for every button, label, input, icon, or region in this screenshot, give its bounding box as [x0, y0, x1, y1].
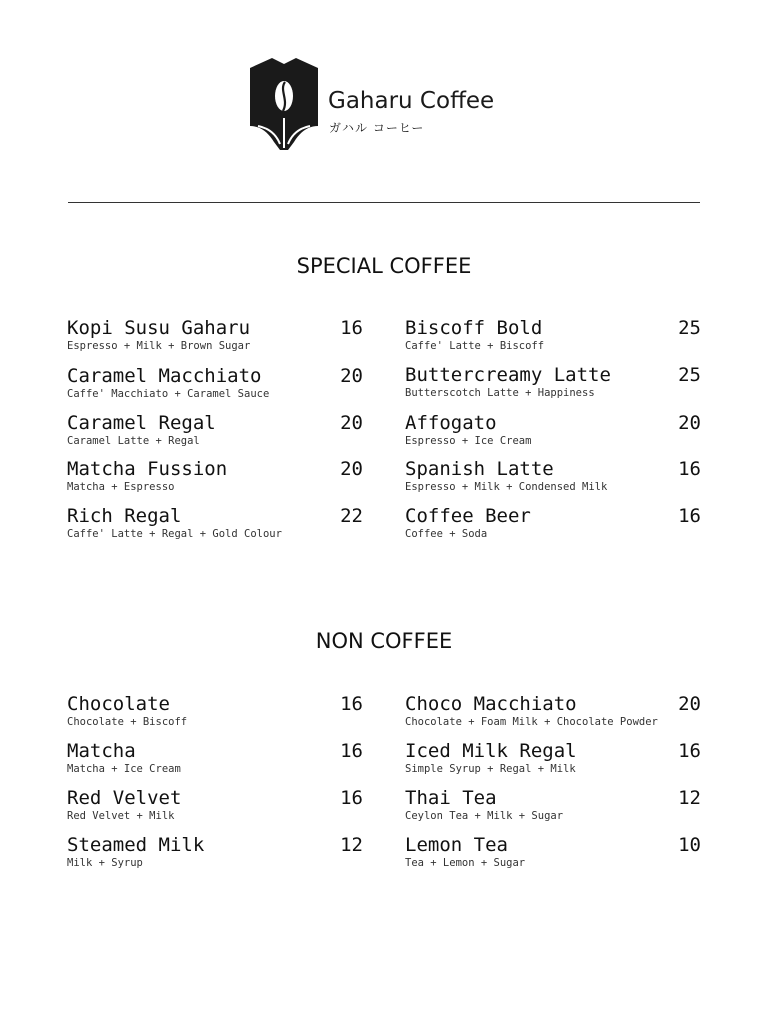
item-description: Coffee + Soda — [405, 528, 488, 540]
item-description: Chocolate + Biscoff — [67, 716, 188, 728]
item-price: 22 — [340, 505, 363, 527]
item-name: Rich Regal — [67, 505, 182, 527]
item-name: Biscoff Bold — [405, 317, 543, 339]
item-name: Kopi Susu Gaharu — [67, 317, 251, 339]
item-price: 16 — [678, 458, 701, 480]
item-description: Matcha + Espresso — [67, 481, 175, 493]
item-description: Caffe' Latte + Regal + Gold Colour — [67, 528, 282, 540]
brand-subtitle: ガハル コーヒー — [329, 121, 425, 135]
item-name: Coffee Beer — [405, 505, 531, 527]
item-name: Matcha Fussion — [67, 458, 228, 480]
item-name: Chocolate — [67, 693, 170, 715]
item-name: Caramel Macchiato — [67, 365, 262, 387]
item-description: Milk + Syrup — [67, 857, 143, 869]
item-description: Caramel Latte + Regal — [67, 435, 200, 447]
menu-item — [405, 693, 701, 733]
item-description: Tea + Lemon + Sugar — [405, 857, 526, 869]
section-title-special-coffee: SPECIAL COFFEE — [296, 254, 472, 278]
item-price: 20 — [678, 412, 701, 434]
menu-item — [67, 412, 363, 452]
item-price: 25 — [678, 364, 701, 386]
item-price: 16 — [678, 740, 701, 762]
item-description: Caffe' Macchiato + Caramel Sauce — [67, 388, 270, 400]
item-name: Steamed Milk — [67, 834, 205, 856]
menu-item — [405, 505, 701, 545]
menu-item — [405, 834, 701, 874]
menu-item — [405, 364, 701, 404]
item-price: 12 — [678, 787, 701, 809]
item-name: Choco Macchiato — [405, 693, 577, 715]
item-description: Caffe' Latte + Biscoff — [405, 340, 545, 352]
item-name: Red Velvet — [67, 787, 182, 809]
item-name: Iced Milk Regal — [405, 740, 577, 762]
item-price: 16 — [678, 505, 701, 527]
item-price: 20 — [678, 693, 701, 715]
menu-item — [67, 693, 363, 733]
item-name: Thai Tea — [405, 787, 497, 809]
item-name: Spanish Latte — [405, 458, 554, 480]
item-description: Ceylon Tea + Milk + Sugar — [405, 810, 564, 822]
menu-item — [67, 740, 363, 780]
item-name: Affogato — [405, 412, 497, 434]
item-price: 20 — [340, 458, 363, 480]
item-price: 16 — [340, 317, 363, 339]
item-description: Red Velvet + Milk — [67, 810, 175, 822]
menu-item — [67, 317, 363, 357]
brand-name: Gaharu Coffee — [328, 88, 495, 114]
item-description: Espresso + Milk + Brown Sugar — [67, 340, 251, 352]
coffee-bean-roots-icon — [248, 56, 320, 150]
item-description: Simple Syrup + Regal + Milk — [405, 763, 576, 775]
menu-item — [67, 834, 363, 874]
item-name: Caramel Regal — [67, 412, 216, 434]
menu-item — [405, 317, 701, 357]
section-title-non-coffee: NON COFFEE — [315, 629, 453, 653]
menu-item — [67, 458, 363, 498]
item-price: 20 — [340, 365, 363, 387]
item-price: 25 — [678, 317, 701, 339]
menu-item — [67, 787, 363, 827]
item-name: Lemon Tea — [405, 834, 508, 856]
item-description: Espresso + Milk + Condensed Milk — [405, 481, 608, 493]
brand-logo — [248, 56, 538, 152]
menu-item — [405, 740, 701, 780]
item-price: 10 — [678, 834, 701, 856]
item-price: 16 — [340, 787, 363, 809]
item-description: Matcha + Ice Cream — [67, 763, 181, 775]
menu-item — [405, 458, 701, 498]
item-price: 16 — [340, 740, 363, 762]
item-description: Butterscotch Latte + Happiness — [405, 387, 595, 399]
menu-item — [67, 365, 363, 405]
item-price: 20 — [340, 412, 363, 434]
item-price: 16 — [340, 693, 363, 715]
menu-item — [405, 412, 701, 452]
menu-item — [67, 505, 363, 545]
item-price: 12 — [340, 834, 363, 856]
menu-item — [405, 787, 701, 827]
item-description: Chocolate + Foam Milk + Chocolate Powder — [405, 716, 658, 728]
header-divider — [68, 202, 700, 203]
item-name: Buttercreamy Latte — [405, 364, 611, 386]
item-description: Espresso + Ice Cream — [405, 435, 532, 447]
item-name: Matcha — [67, 740, 136, 762]
